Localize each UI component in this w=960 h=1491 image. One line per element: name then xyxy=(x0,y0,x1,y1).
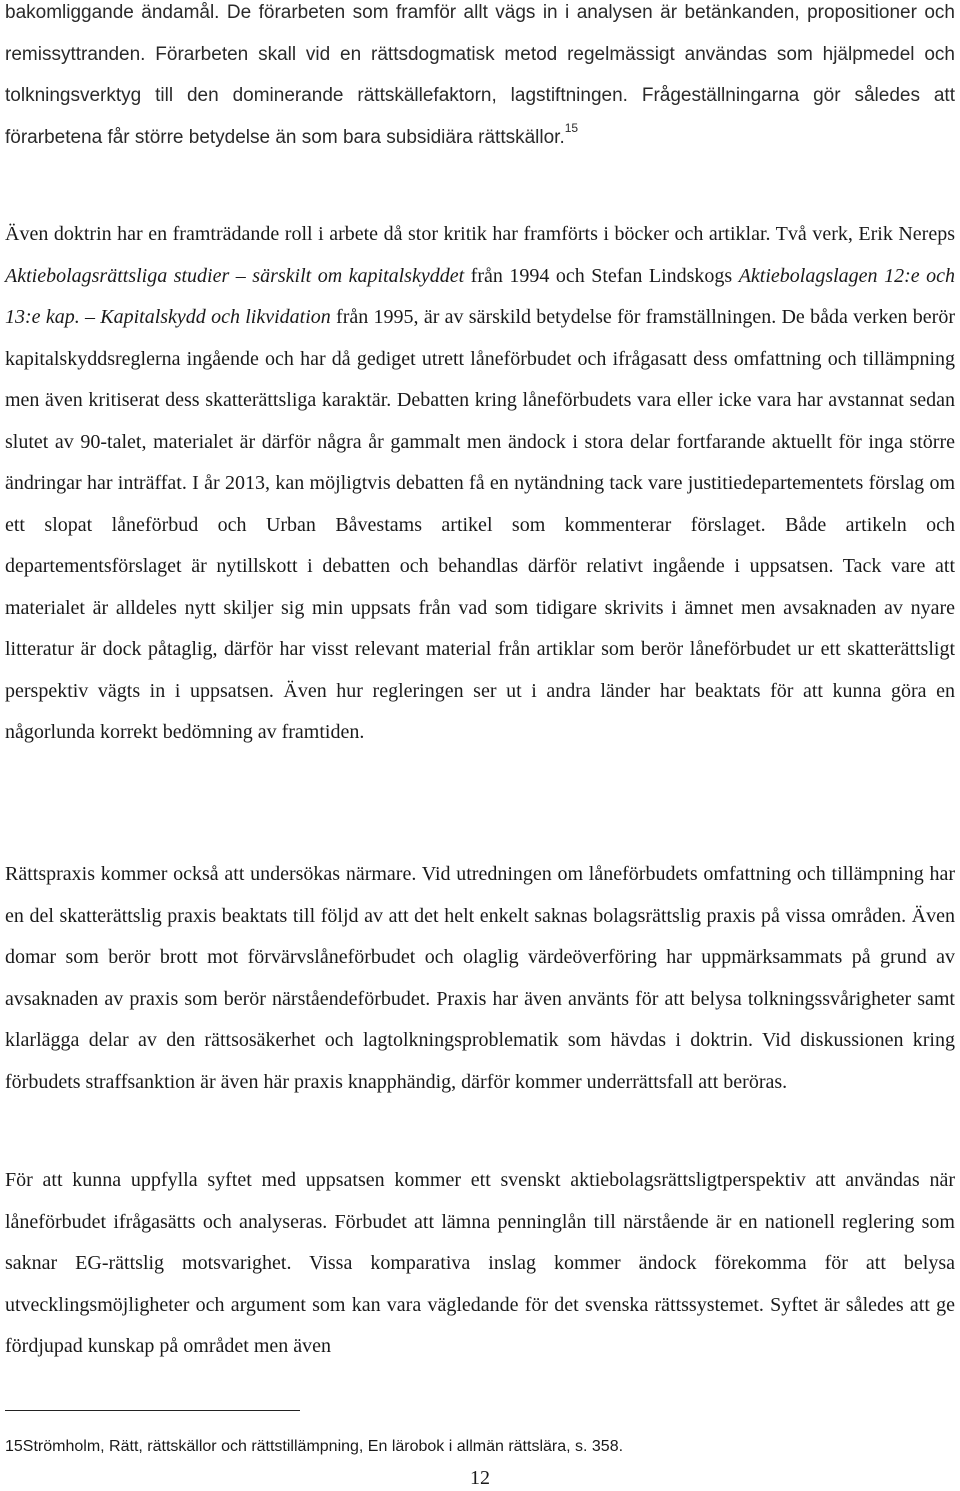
footnote-divider xyxy=(5,1410,300,1411)
footnote xyxy=(5,1436,623,1458)
paragraph-text: från 1994 och Stefan Lindskogs xyxy=(464,264,739,287)
paragraph-doctrine xyxy=(5,214,955,754)
footnote-reference[interactable]: 15 xyxy=(564,121,579,136)
paragraph-text: bakomliggande ändamål. De förarbeten som framför allt vägs in i analysen är betänkanden, propositioner och remissyttranden. Förarbeten skall vid en rättsdogmatisk metod regelmässigt användas som hjälpmedel och tolkningsverktyg till den dominerande rättskällefaktorn, lagstiftningen. Frågeställningarna gör således att förarbetena får större betydelse än som bara subsidiära rättskällor. xyxy=(5,2,955,148)
footnote-number: 15 xyxy=(5,1438,23,1455)
paragraph-text: från 1995, är av särskild betydelse för framställningen. De båda verken berör kapitalskyddsreglerna ingående och har då gediget utrett låneförbudet och ifrågasatt dess omfattning och tillämpning men även kritiserat dess skatterättsliga karaktär. Debatten kring låneförbudets vara eller icke vara har avstannat sedan slutet av 90-talet, materialet är därför några år gammalt men ändock i stora delar fortfarande aktuellt för inga större ändringar har inträffat. I år 2013, kan möjligtvis debatten få en nytändning tack vare justitiedepartementets förslag om ett slopat låneförbud och Urban Båvestams artikel som kommenterar förslaget. Både artikeln och departementsförslaget är nytillskott i debatten och behandlas därför relativt ingående i uppsatsen. Tack vare att materialet är alldeles nytt skiljer sig min uppsats från vad som tidigare skrivits i ämnet men avsaknaden av nyare litteratur är dock påtaglig, därför har visst relevant material från artiklar som berör låneförbudet ur ett skatterättsligt perspektiv vägts in i uppsatsen. Även hur regleringen ser ut i andra länder har beaktats för att kunna göra en någorlunda korrekt bedömning av framtiden. xyxy=(5,306,956,743)
paragraph-sources-preparatory-works xyxy=(5,0,955,158)
paragraph-perspective: För att kunna uppfylla syftet med uppsatsen kommer ett svenskt aktiebolagsrättsligtperspektiv att användas när låneförbudet ifrågasätts och analyseras. Förbudet att lämna penninglån till närstående är en nationell reglering som saknar EG-rättslig motsvarighet. Vissa komparativa inslag kommer ändock förekomma för att belysa utvecklingsmöjligheter och argument som kan vara vägledande för det svenska rättssystemet. Syftet är således att ge fördjupad kunskap på området men även xyxy=(5,1169,955,1357)
paragraph-case-law: Rättspraxis kommer också att undersökas närmare. Vid utredningen om låneförbudets omfattning och tillämpning har en del skatterättslig praxis beaktats till följd av att det helt enkelt saknas bolagsrättslig praxis på vissa områden. Även domar som berör brott mot förvärvslåneförbudet och olaglig värdeöverföring har uppmärksammats på grund av avsaknaden av praxis som berör närståendeförbudet. Praxis har även använts för att belysa tolkningssvårigheter samt klarlägga delar av den rättsosäkerhet och lagtolkningsproblematik som hävdas i doktrin. Vid diskussionen kring förbudets straffsanktion är även här praxis knapphändig, därför kommer underrättsfall att beröras. xyxy=(5,863,955,1093)
book-title-nerep: Aktiebolagsrättsliga studier – särskilt om kapitalskyddet xyxy=(5,264,465,287)
footnote-text: Strömholm, Rätt, rättskällor och rättstillämpning, En lärobok i allmän rättslära, s. 358. xyxy=(22,1438,624,1455)
book-title-lindskog: Aktiebolagslagen 12:e och 13:e kap. – Kapitalskydd och likvidation xyxy=(5,264,955,328)
page-number: 12 xyxy=(470,1467,490,1489)
paragraph-text: Även doktrin har en framträdande roll i arbete då stor kritik har framförts i böcker och artiklar. Två verk, Erik Nereps xyxy=(5,223,955,245)
